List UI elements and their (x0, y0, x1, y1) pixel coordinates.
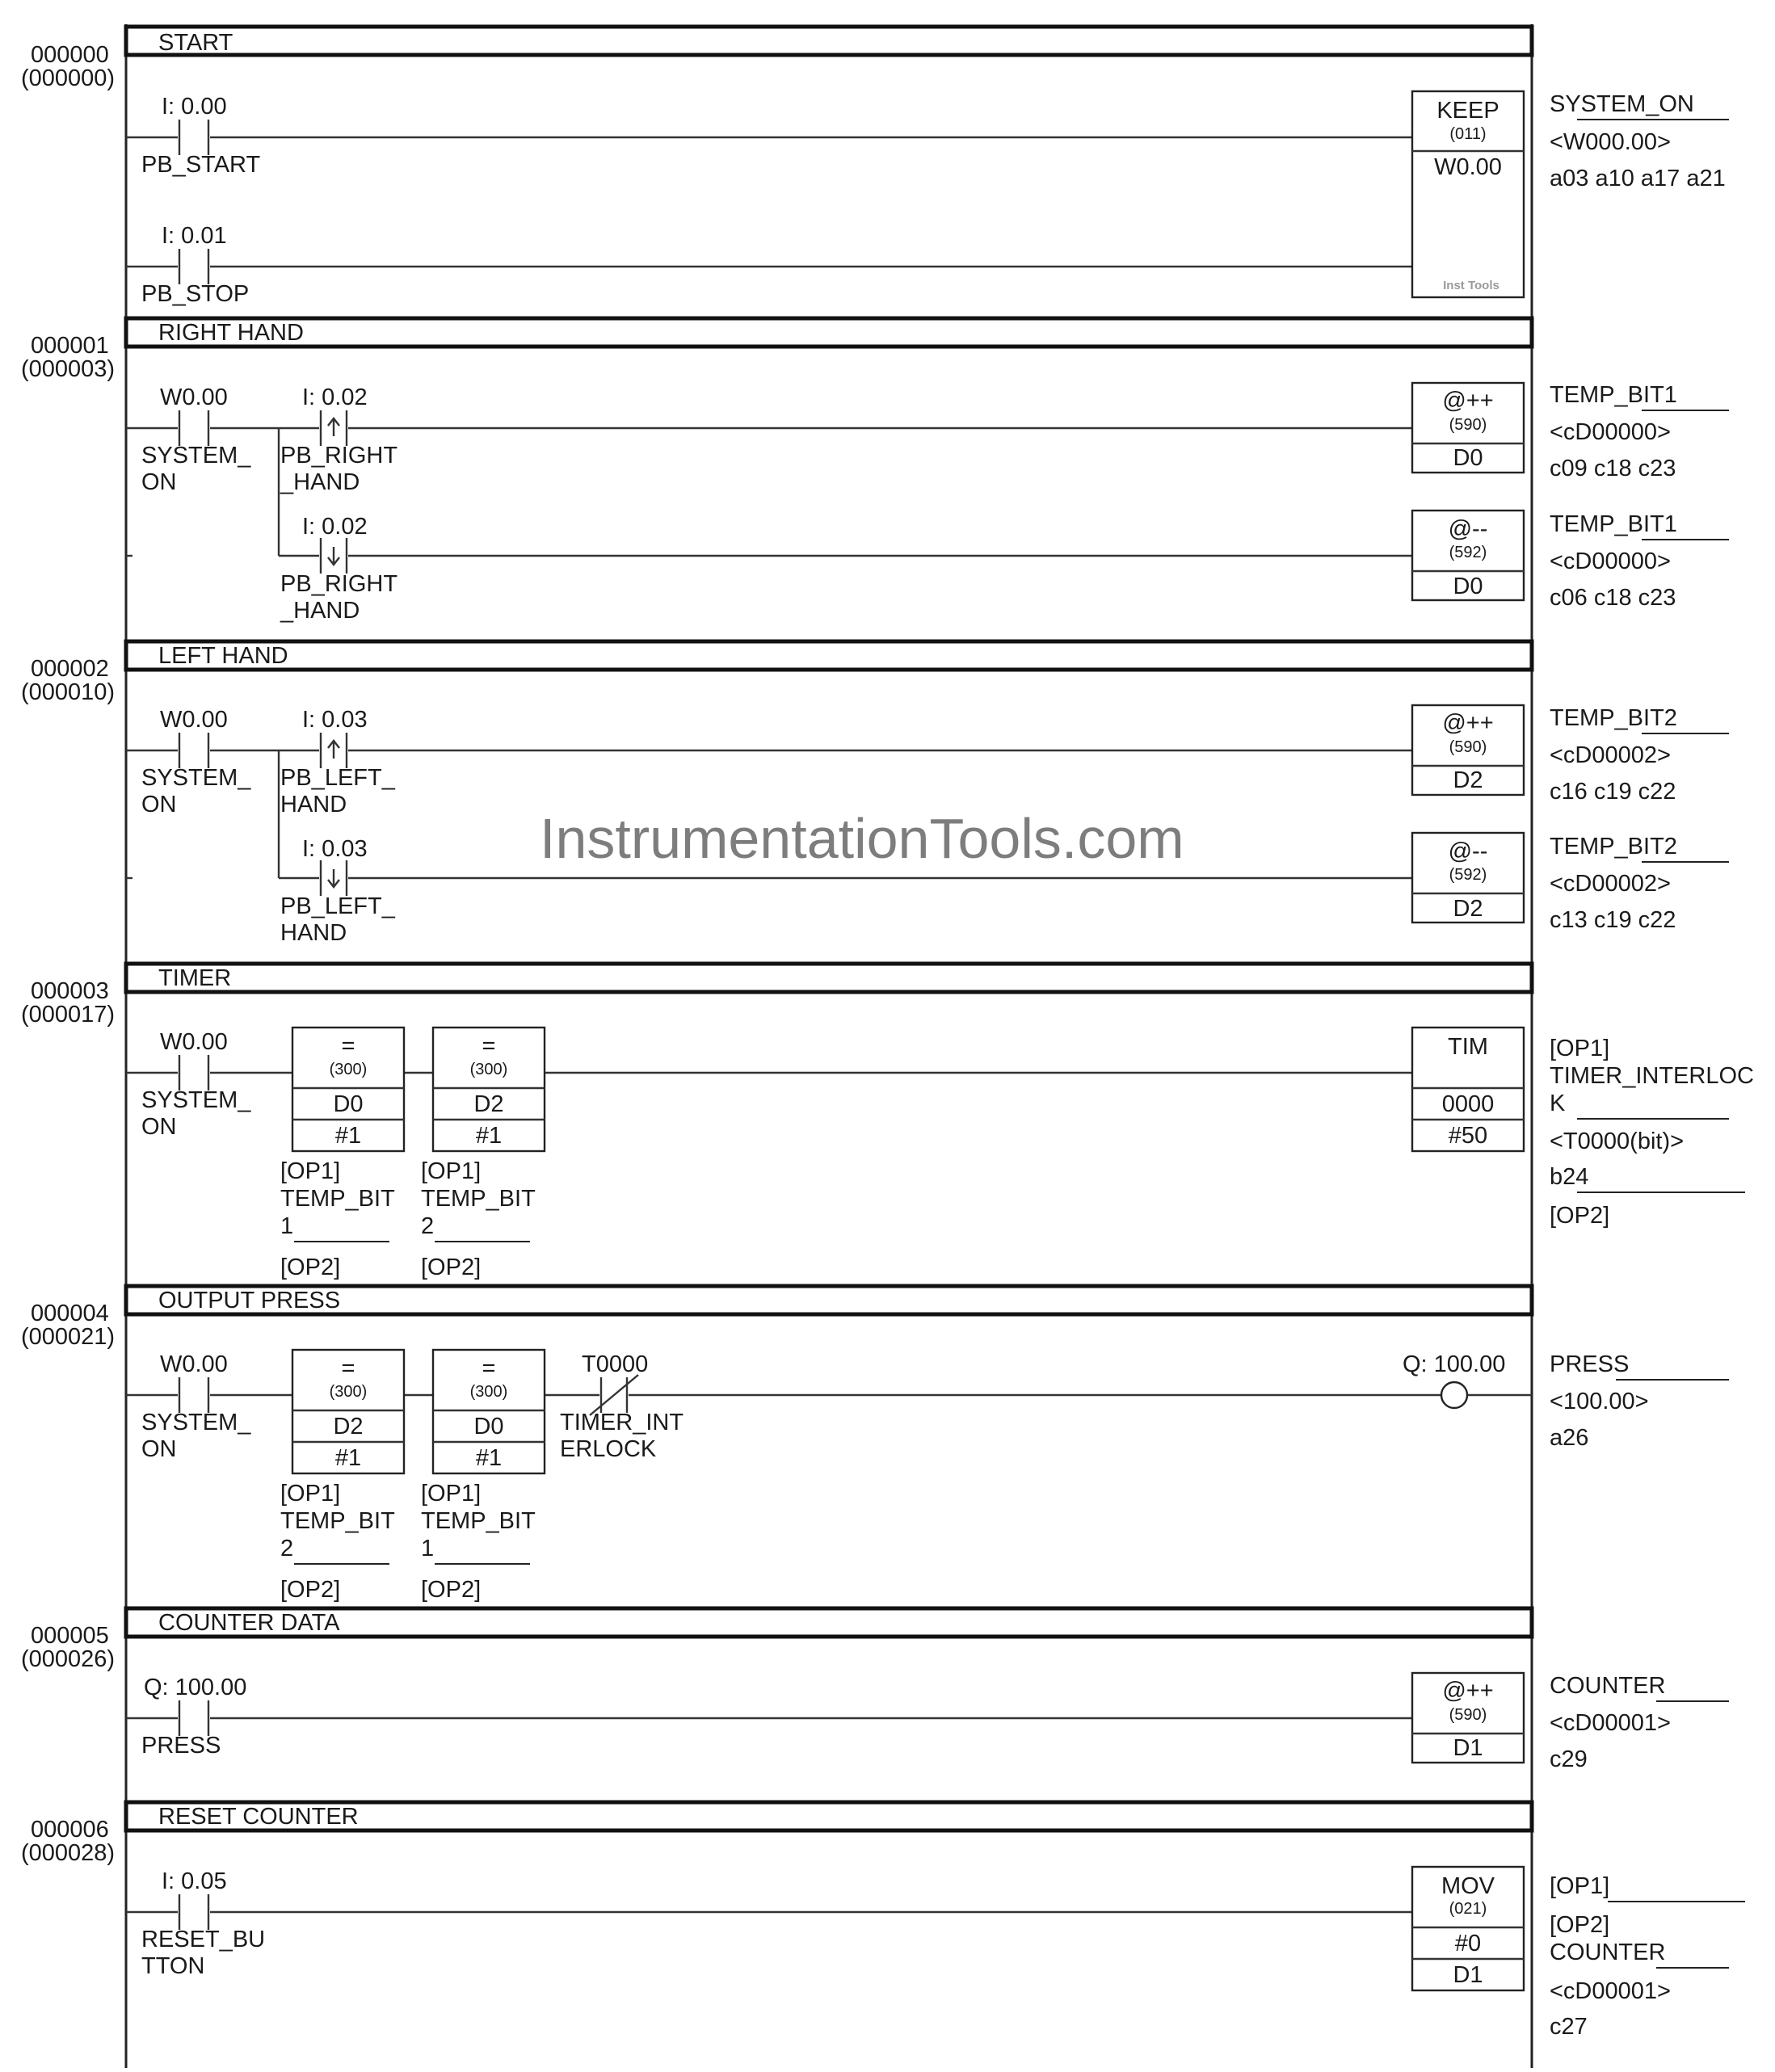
compare-operand-1: D0 (333, 1091, 364, 1117)
contact-name-line1: PB_RIGHT (280, 571, 398, 597)
contact-name-line2: HAND (280, 792, 347, 817)
instruction-source: #0 (1454, 1931, 1482, 1956)
falling-edge-contact[interactable] (321, 538, 347, 574)
instruction-operand: D0 (1453, 574, 1483, 599)
output-address: <cD00000> (1550, 419, 1671, 445)
rung-step: (000021) (21, 1324, 116, 1350)
output-address: <W000.00> (1550, 129, 1671, 155)
decrement-block[interactable] (1412, 833, 1524, 923)
contact-name-line2: HAND (280, 920, 347, 946)
contact-name-line2: _HAND (280, 598, 360, 624)
rung-start (21, 27, 1729, 307)
output-symbol-line2: K (1550, 1091, 1566, 1116)
instruction-mnemonic: MOV (1441, 1873, 1495, 1899)
no-contact[interactable] (179, 120, 208, 155)
compare-op1-label: [OP1] (421, 1481, 482, 1507)
output-refs: c29 (1550, 1746, 1588, 1772)
instruction-mnemonic: @++ (1442, 388, 1494, 414)
instruction-operand: D0 (1453, 445, 1483, 471)
keep-watermark: Inst Tools (1443, 279, 1499, 292)
compare-operand-1: D0 (473, 1414, 504, 1439)
contact-name-line1: SYSTEM_ (141, 1410, 251, 1435)
instruction-code: (590) (1449, 738, 1487, 756)
instruction-mnemonic: @-- (1448, 838, 1488, 864)
compare-block[interactable] (292, 1350, 404, 1473)
contact-address: I: 0.01 (162, 223, 227, 249)
compare-symbol-line1: TEMP_BIT (280, 1508, 395, 1534)
rung-title: OUTPUT PRESS (158, 1288, 341, 1313)
contact-address: W0.00 (160, 385, 228, 410)
rung-step: (000028) (21, 1840, 116, 1866)
compare-op1-label: [OP1] (280, 1481, 341, 1507)
increment-block[interactable] (1412, 1673, 1524, 1763)
output-address: <cD00002> (1550, 871, 1671, 897)
output-op1: [OP1] (1550, 1036, 1610, 1061)
contact-address: Q: 100.00 (144, 1675, 247, 1700)
output-address: <cD00002> (1550, 742, 1671, 768)
instruction-mnemonic: KEEP (1436, 98, 1499, 124)
rung-number: 000002 (31, 656, 109, 682)
contact-name-line2: ON (141, 1436, 177, 1462)
output-address: <100.00> (1550, 1389, 1649, 1414)
contact-address: I: 0.02 (302, 385, 368, 410)
instruction-mnemonic: @-- (1448, 516, 1488, 542)
output-coil[interactable] (1441, 1382, 1467, 1408)
contact-name: PB_STOP (141, 281, 250, 307)
output-symbol-line1: TIMER_INTERLOC (1550, 1063, 1754, 1089)
rung-header (126, 964, 1532, 992)
contact-name-line2: TTON (141, 1953, 205, 1979)
rising-edge-contact[interactable] (321, 733, 347, 768)
compare-op1-label: [OP1] (421, 1158, 482, 1184)
rung-title: START (158, 30, 233, 56)
no-contact[interactable] (179, 249, 208, 284)
contact-name-line2: ON (141, 792, 177, 817)
no-contact[interactable] (179, 733, 208, 768)
compare-operand-2: #1 (475, 1445, 503, 1471)
output-symbol: TEMP_BIT2 (1550, 705, 1677, 731)
contact-address: I: 0.05 (162, 1868, 227, 1894)
rung-title: LEFT HAND (158, 643, 288, 669)
compare-operand-2: #1 (334, 1123, 362, 1149)
timer-number: 0000 (1441, 1091, 1495, 1117)
instruction-code: (592) (1449, 866, 1487, 884)
rung-header (126, 27, 1532, 55)
compare-operator: = (341, 1033, 355, 1059)
contact-name-line1: RESET_BU (141, 1927, 266, 1952)
compare-code: (300) (329, 1061, 368, 1078)
compare-operator: = (341, 1355, 355, 1381)
contact-name-line1: TIMER_INT (560, 1410, 684, 1435)
output-refs: a26 (1550, 1425, 1589, 1451)
compare-operator: = (482, 1033, 496, 1059)
contact-name-line2: _HAND (280, 469, 360, 495)
timer-block[interactable] (1412, 1028, 1524, 1151)
rising-edge-contact[interactable] (321, 410, 347, 446)
rung-timer (21, 964, 1754, 1280)
falling-edge-contact[interactable] (321, 860, 347, 896)
output-op1: [OP1] (1550, 1873, 1610, 1899)
compare-op1-label: [OP1] (280, 1158, 341, 1184)
contact-address: T0000 (582, 1351, 649, 1377)
compare-block[interactable] (433, 1028, 545, 1151)
rung-reset-counter (21, 1802, 1745, 2040)
rung-right-hand (21, 318, 1729, 624)
compare-operand-1: D2 (333, 1414, 364, 1439)
compare-operand-2: #1 (475, 1123, 503, 1149)
compare-symbol-line1: TEMP_BIT (421, 1508, 536, 1534)
coil-address: Q: 100.00 (1403, 1351, 1506, 1377)
instruction-code: (590) (1449, 416, 1487, 434)
contact-name-line2: ON (141, 469, 177, 495)
output-symbol: SYSTEM_ON (1550, 91, 1694, 117)
contact-address: I: 0.03 (302, 836, 368, 862)
rung-counter-data (21, 1608, 1729, 1772)
rung-left-hand (21, 641, 1729, 946)
rung-number: 000003 (31, 978, 109, 1004)
contact-address: I: 0.03 (302, 707, 368, 733)
watermark: InstrumentationTools.com (540, 807, 1184, 870)
output-refs: c09 c18 c23 (1550, 456, 1676, 481)
no-contact[interactable] (179, 1894, 208, 1930)
instruction-operand: D2 (1453, 767, 1483, 793)
output-symbol: COUNTER (1550, 1940, 1666, 1965)
no-contact[interactable] (179, 1377, 208, 1413)
compare-code: (300) (469, 1383, 508, 1401)
instruction-mnemonic: @++ (1442, 1678, 1494, 1704)
rung-header (126, 318, 1532, 347)
contact-name-line1: PB_RIGHT (280, 443, 398, 469)
rung-title: RESET COUNTER (158, 1804, 359, 1830)
increment-block[interactable] (1412, 705, 1524, 795)
rung-header (126, 641, 1532, 670)
output-refs: c27 (1550, 2014, 1588, 2040)
contact-name: PRESS (141, 1733, 221, 1759)
output-op2: [OP2] (1550, 1912, 1610, 1938)
contact-name-line1: SYSTEM_ (141, 765, 251, 791)
contact-name-line1: SYSTEM_ (141, 1087, 251, 1113)
compare-operand-1: D2 (473, 1091, 504, 1117)
compare-block[interactable] (292, 1028, 404, 1151)
contact-address: W0.00 (160, 1351, 228, 1377)
output-refs: a03 a10 a17 a21 (1550, 166, 1726, 191)
rung-step: (000000) (21, 65, 116, 91)
contact-name-line1: PB_LEFT_ (280, 765, 395, 791)
compare-symbol-line2: 1 (421, 1536, 435, 1561)
compare-symbol-line1: TEMP_BIT (421, 1186, 536, 1212)
output-address: <T0000(bit)> (1550, 1128, 1685, 1154)
rung-number: 000000 (31, 42, 109, 68)
no-contact[interactable] (179, 1055, 208, 1091)
contact-name-line1: SYSTEM_ (141, 443, 251, 469)
rung-number: 000006 (31, 1817, 109, 1843)
no-contact[interactable] (179, 410, 208, 446)
instruction-operand: D2 (1453, 896, 1483, 922)
rung-number: 000004 (31, 1301, 109, 1326)
compare-symbol-line1: TEMP_BIT (280, 1186, 395, 1212)
compare-op2-label: [OP2] (421, 1577, 482, 1603)
rung-step: (000026) (21, 1646, 116, 1672)
rung-title: COUNTER DATA (158, 1610, 340, 1636)
output-symbol: COUNTER (1550, 1673, 1666, 1699)
output-address: <cD00001> (1550, 1978, 1671, 2004)
output-symbol: TEMP_BIT1 (1550, 382, 1677, 408)
output-op2: [OP2] (1550, 1203, 1610, 1229)
rung-number: 000001 (31, 333, 109, 359)
instruction-operand: W0.00 (1434, 154, 1502, 180)
rung-step: (000017) (21, 1002, 116, 1028)
compare-op2-label: [OP2] (280, 1255, 341, 1280)
compare-operator: = (482, 1355, 496, 1381)
output-refs: b24 (1550, 1164, 1589, 1190)
instruction-code: (590) (1449, 1706, 1487, 1724)
output-address: <cD00001> (1550, 1710, 1671, 1736)
contact-address: I: 0.00 (162, 94, 227, 120)
contact-name-line2: ON (141, 1114, 177, 1140)
timer-preset: #50 (1448, 1123, 1488, 1149)
output-refs: c13 c19 c22 (1550, 907, 1676, 933)
output-refs: c16 c19 c22 (1550, 779, 1676, 805)
rung-step: (000010) (21, 679, 116, 705)
rung-title: RIGHT HAND (158, 320, 304, 346)
rung-number: 000005 (31, 1623, 109, 1649)
compare-code: (300) (469, 1061, 508, 1078)
instruction-operand: D1 (1453, 1735, 1483, 1761)
instruction-mnemonic: @++ (1442, 710, 1494, 736)
compare-code: (300) (329, 1383, 368, 1401)
compare-symbol-line2: 2 (280, 1536, 294, 1561)
output-symbol: TEMP_BIT2 (1550, 834, 1677, 859)
mov-block[interactable] (1412, 1867, 1524, 1990)
compare-block[interactable] (433, 1350, 545, 1473)
compare-operand-2: #1 (334, 1445, 362, 1471)
instruction-code: (021) (1449, 1900, 1487, 1918)
contact-name-line1: PB_LEFT_ (280, 893, 395, 919)
compare-symbol-line2: 2 (421, 1213, 435, 1239)
no-contact[interactable] (179, 1700, 208, 1736)
contact-name-line2: ERLOCK (560, 1436, 657, 1462)
rung-output-press (21, 1286, 1729, 1603)
contact-address: W0.00 (160, 1029, 228, 1055)
keep-instruction-block[interactable] (1412, 91, 1524, 297)
instruction-code: (592) (1449, 544, 1487, 561)
output-symbol: TEMP_BIT1 (1550, 511, 1677, 537)
output-symbol: PRESS (1550, 1351, 1630, 1377)
decrement-block[interactable] (1412, 511, 1524, 600)
contact-address: I: 0.02 (302, 514, 368, 540)
compare-op2-label: [OP2] (280, 1577, 341, 1603)
output-refs: c06 c18 c23 (1550, 585, 1676, 611)
instruction-destination: D1 (1453, 1962, 1483, 1988)
contact-address: W0.00 (160, 707, 228, 733)
increment-block[interactable] (1412, 383, 1524, 473)
compare-op2-label: [OP2] (421, 1255, 482, 1280)
compare-symbol-line2: 1 (280, 1213, 294, 1239)
contact-name: PB_START (141, 152, 261, 178)
output-address: <cD00000> (1550, 548, 1671, 574)
timer-mnemonic: TIM (1448, 1034, 1488, 1060)
rung-step: (000003) (21, 356, 116, 382)
rung-title: TIMER (158, 965, 232, 991)
instruction-code: (011) (1449, 125, 1487, 143)
